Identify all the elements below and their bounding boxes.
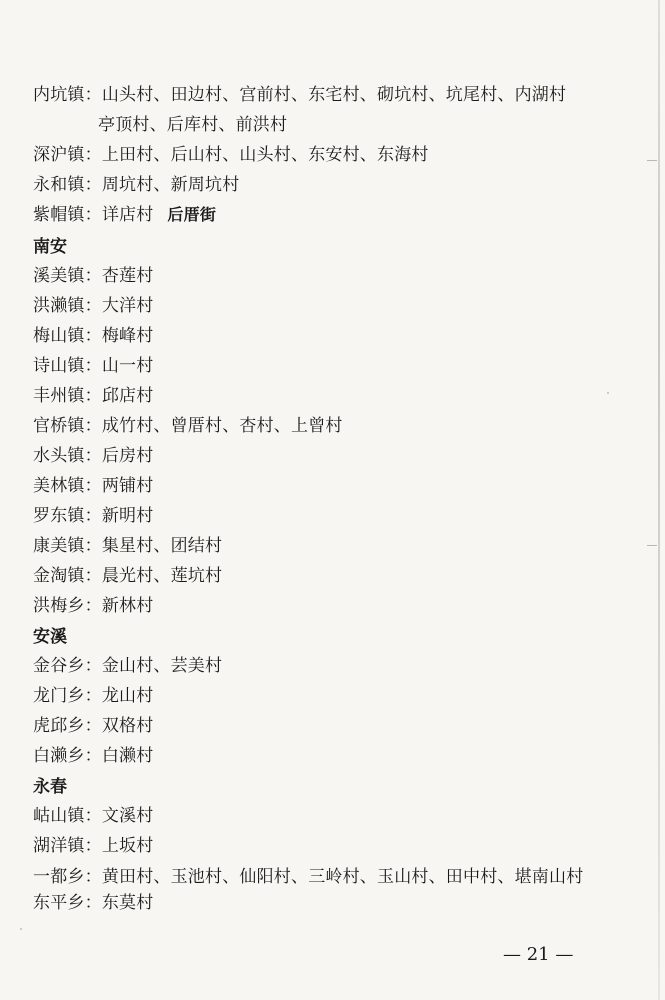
town-label: 虎邱乡：: [33, 716, 102, 736]
town-label: 罗东镇：: [33, 506, 102, 526]
village-list: 梅峰村: [101, 326, 154, 346]
town-label: 丰州镇：: [33, 386, 102, 406]
town-label: 内坑镇：: [33, 85, 102, 105]
village-list: 龙山村: [101, 686, 154, 706]
village-list: 双格村: [101, 716, 154, 736]
entry-row: [33, 805, 153, 827]
village-list: 邱店村: [101, 386, 154, 406]
village-list: 成竹村、曾厝村、杏村、上曾村: [101, 416, 343, 436]
town-label: 洪濑镇：: [33, 296, 102, 316]
village-list: 金山村、芸美村: [101, 656, 223, 676]
village-list: 上田村、后山村、山头村、东安村、东海村: [101, 145, 429, 165]
entry-row: [33, 866, 583, 888]
entry-row: [33, 715, 153, 737]
entry-row: [33, 745, 153, 767]
entry-row: [33, 565, 222, 587]
town-label: 康美镇：: [33, 536, 102, 556]
town-label: 金谷乡：: [33, 656, 102, 676]
town-label: 官桥镇：: [33, 416, 102, 436]
scan-speck: [607, 392, 609, 394]
town-label: 龙门乡：: [33, 686, 102, 706]
village-list: 集星村、团结村: [101, 536, 223, 556]
town-label: 溪美镇：: [33, 266, 102, 286]
town-label: 东平乡：: [33, 893, 102, 913]
town-label: 深沪镇：: [33, 145, 102, 165]
village-list: 两铺村: [101, 476, 154, 496]
village-list: 东莫村: [101, 893, 154, 913]
village-list: 新明村: [101, 506, 154, 526]
entry-row: [33, 415, 343, 437]
town-label: 白濑乡：: [33, 746, 102, 766]
village-list: 亭顶村、后库村、前洪村: [98, 115, 288, 135]
village-list: 晨光村、莲坑村: [101, 566, 223, 586]
entry-row: [33, 84, 566, 106]
village-list: 大洋村: [101, 296, 154, 316]
town-label: 诗山镇：: [33, 356, 102, 376]
town-label: 紫帽镇：: [33, 205, 102, 225]
entry-row: [33, 265, 153, 287]
village-list: 白濑村: [101, 746, 154, 766]
entry-row: [33, 355, 153, 377]
entry-row: [33, 835, 153, 857]
scan-edge-mark: [647, 545, 657, 546]
scan-speck: [20, 928, 22, 930]
village-list: 上坂村: [101, 836, 154, 856]
entry-row: [33, 204, 216, 226]
entry-row: [33, 144, 429, 166]
village-list: 黄田村、玉池村、仙阳村、三岭村、玉山村、田中村、堪南山村: [101, 867, 584, 887]
entry-row: [33, 174, 239, 196]
village-list: 后房村: [101, 446, 154, 466]
entry-row: [33, 685, 153, 707]
entry-row: [33, 385, 153, 407]
entry-row: [33, 655, 222, 677]
town-label: 湖洋镇：: [33, 836, 102, 856]
section-heading-anxi: 安溪: [33, 627, 67, 647]
village-list: 周坑村、新周坑村: [101, 175, 240, 195]
section-heading-yongchun: 永春: [33, 777, 67, 797]
section-heading-nanan: 南安: [33, 237, 67, 257]
handwritten-note: 后厝街: [167, 205, 217, 224]
scan-edge-mark: [647, 160, 657, 161]
village-list: 文溪村: [101, 806, 154, 826]
entry-row: [33, 295, 153, 317]
entry-row: [33, 892, 153, 914]
town-label: 美林镇：: [33, 476, 102, 496]
village-list: 杏莲村: [101, 266, 154, 286]
page-number: — 21 —: [503, 944, 574, 965]
village-list: 山一村: [101, 356, 154, 376]
entry-row: [33, 475, 153, 497]
town-label: 洪梅乡：: [33, 596, 102, 616]
entry-row: [33, 535, 222, 557]
entry-row: [33, 595, 153, 617]
entry-row-continuation: [98, 114, 287, 136]
scan-edge-line: [658, 0, 660, 1000]
town-label: 岵山镇：: [33, 806, 102, 826]
village-list: 新林村: [101, 596, 154, 616]
village-list: 详店村: [101, 205, 154, 225]
entry-row: [33, 505, 153, 527]
town-label: 梅山镇：: [33, 326, 102, 346]
town-label: 一都乡：: [33, 867, 102, 887]
village-list: 山头村、田边村、宫前村、东宅村、砌坑村、坑尾村、内湖村: [101, 85, 567, 105]
entry-row: [33, 445, 153, 467]
town-label: 永和镇：: [33, 175, 102, 195]
town-label: 水头镇：: [33, 446, 102, 466]
town-label: 金淘镇：: [33, 566, 102, 586]
entry-row: [33, 325, 153, 347]
